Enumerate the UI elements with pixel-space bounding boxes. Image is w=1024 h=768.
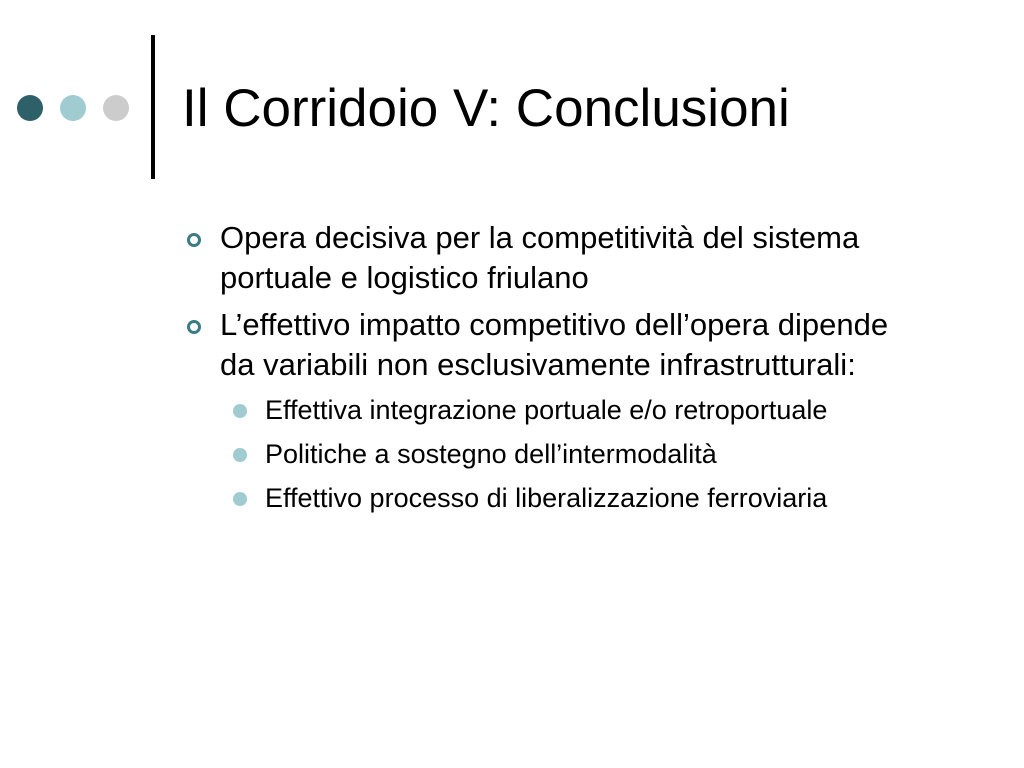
bullet-text: L’effettivo impatto competitivo dell’opera dipende da variabili non esclusivamente infrastrutturali:: [220, 307, 889, 382]
sub-bullet-item: [180, 480, 900, 516]
bullet-item: [180, 218, 900, 298]
decorative-dot-light: [60, 95, 86, 121]
bullet-ring-icon: [187, 233, 201, 247]
sub-bullet-item: [180, 436, 900, 472]
bullet-text: Opera decisiva per la competitività del sistema portuale e logistico friulano: [220, 220, 860, 295]
decorative-dot-gray: [103, 95, 129, 121]
sub-bullet-item: [180, 392, 900, 428]
bullet-item: [180, 305, 900, 385]
title-divider: [151, 35, 155, 179]
bullet-ring-icon: [187, 320, 201, 334]
bullet-disc-icon: [233, 492, 247, 506]
bullet-disc-icon: [233, 404, 247, 418]
decorative-dot-dark: [17, 95, 43, 121]
sub-bullet-text: Effettiva integrazione portuale e/o retroportuale: [265, 395, 828, 425]
slide-title: Il Corridoio V: Conclusioni: [182, 79, 790, 138]
slide-body: [180, 218, 900, 524]
sub-bullet-text: Politiche a sostegno dell’intermodalità: [265, 439, 717, 469]
sub-bullet-text: Effettivo processo di liberalizzazione ferroviaria: [265, 483, 828, 513]
bullet-disc-icon: [233, 448, 247, 462]
